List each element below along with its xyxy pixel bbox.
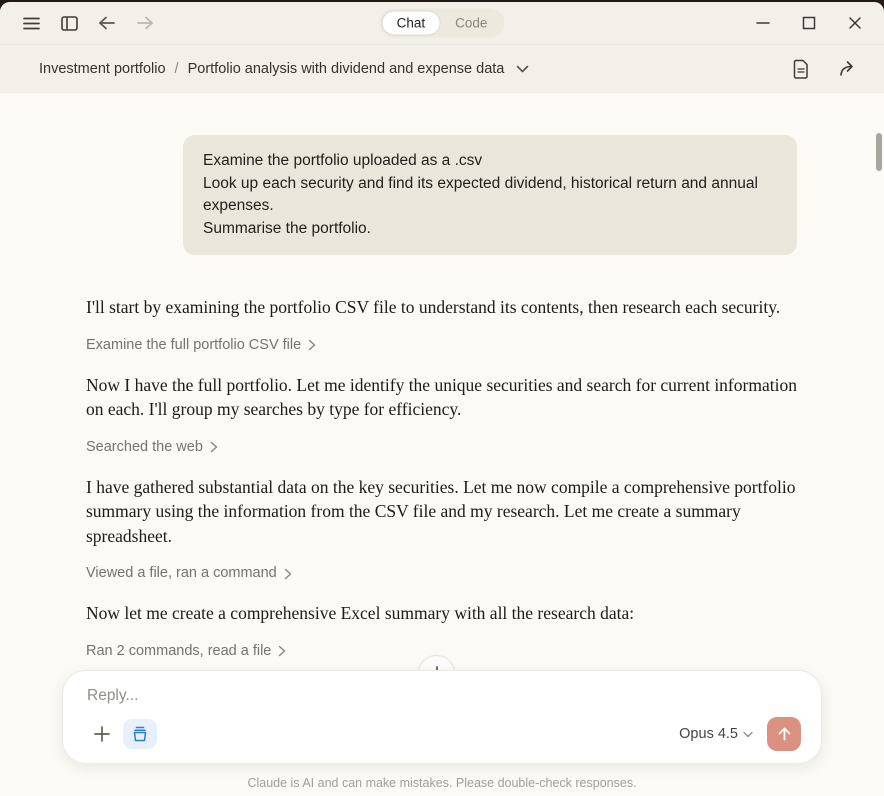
send-button[interactable]	[767, 717, 801, 751]
user-message-line: Look up each security and find its expected dividend, historical return and annual expenses.	[203, 174, 758, 214]
chevron-down-icon[interactable]	[516, 65, 529, 73]
hamburger-menu-icon[interactable]	[16, 8, 46, 38]
tool-call-label: Searched the web	[86, 438, 203, 455]
breadcrumb-project[interactable]: Investment portfolio	[39, 60, 166, 77]
forward-arrow-icon[interactable]	[130, 8, 160, 38]
reply-input[interactable]	[87, 687, 801, 705]
chevron-right-icon	[278, 645, 286, 657]
maximize-icon[interactable]	[794, 8, 824, 38]
tool-call-label: Ran 2 commands, read a file	[86, 642, 272, 659]
assistant-response	[86, 295, 800, 702]
user-message-line: Summarise the portfolio.	[203, 219, 371, 237]
tool-call-ran-commands[interactable]	[86, 643, 286, 659]
window-controls	[748, 8, 870, 38]
minimize-icon[interactable]	[748, 8, 778, 38]
user-message-line: Examine the portfolio uploaded as a .csv	[203, 152, 483, 169]
ai-disclaimer: Claude is AI and can make mistakes. Please double-check responses.	[247, 776, 637, 790]
chevron-right-icon	[210, 441, 218, 453]
chat-code-toggle	[380, 9, 505, 38]
conversation-actions	[786, 54, 864, 84]
conversation-header	[0, 44, 884, 92]
chevron-right-icon	[284, 568, 292, 580]
plus-icon[interactable]	[87, 719, 117, 749]
assistant-paragraph: I'll start by examining the portfolio CSV file to understand its contents, then research each security.	[86, 297, 781, 317]
tool-call-examine-csv[interactable]	[86, 337, 316, 353]
tab-chat[interactable]: Chat	[382, 11, 441, 36]
assistant-paragraph: Now I have the full portfolio. Let me identify the unique securities and search for current information on each. I'll group my searches by type for efficiency.	[86, 374, 797, 419]
tool-call-label: Viewed a file, ran a command	[86, 565, 277, 581]
back-arrow-icon[interactable]	[92, 8, 122, 38]
share-icon[interactable]	[834, 54, 864, 84]
tool-call-label: Examine the full portfolio CSV file	[86, 336, 302, 353]
user-message-bubble	[183, 135, 797, 255]
titlebar-left-controls	[16, 8, 160, 38]
titlebar	[0, 2, 884, 44]
breadcrumb-conversation-title[interactable]: Portfolio analysis with dividend and expense data	[187, 60, 505, 77]
chevron-right-icon	[308, 339, 316, 351]
assistant-paragraph: I have gathered substantial data on the key securities. Let me now compile a comprehensive portfolio summary using the information from the CSV file and my research. Let me create a summary spreadsheet.	[86, 476, 796, 546]
composer-toolbar	[87, 717, 801, 751]
tools-box-icon[interactable]	[123, 719, 157, 749]
chevron-down-icon	[743, 731, 753, 738]
document-icon[interactable]	[786, 54, 816, 84]
sidebar-toggle-icon[interactable]	[54, 8, 84, 38]
model-name: Opus 4.5	[679, 726, 738, 742]
breadcrumb	[39, 61, 529, 77]
breadcrumb-separator: /	[174, 60, 179, 77]
tool-call-searched-web[interactable]	[86, 439, 218, 455]
reply-composer	[62, 670, 822, 764]
close-icon[interactable]	[840, 8, 870, 38]
model-selector[interactable]	[679, 726, 753, 742]
assistant-paragraph: Now let me create a comprehensive Excel summary with all the research data:	[86, 603, 635, 623]
tab-code[interactable]: Code	[440, 11, 502, 36]
scrollbar-thumb[interactable]	[876, 133, 882, 171]
claude-app-window	[0, 2, 884, 796]
send-up-arrow-icon	[777, 726, 792, 742]
tool-call-viewed-file[interactable]	[86, 565, 292, 581]
